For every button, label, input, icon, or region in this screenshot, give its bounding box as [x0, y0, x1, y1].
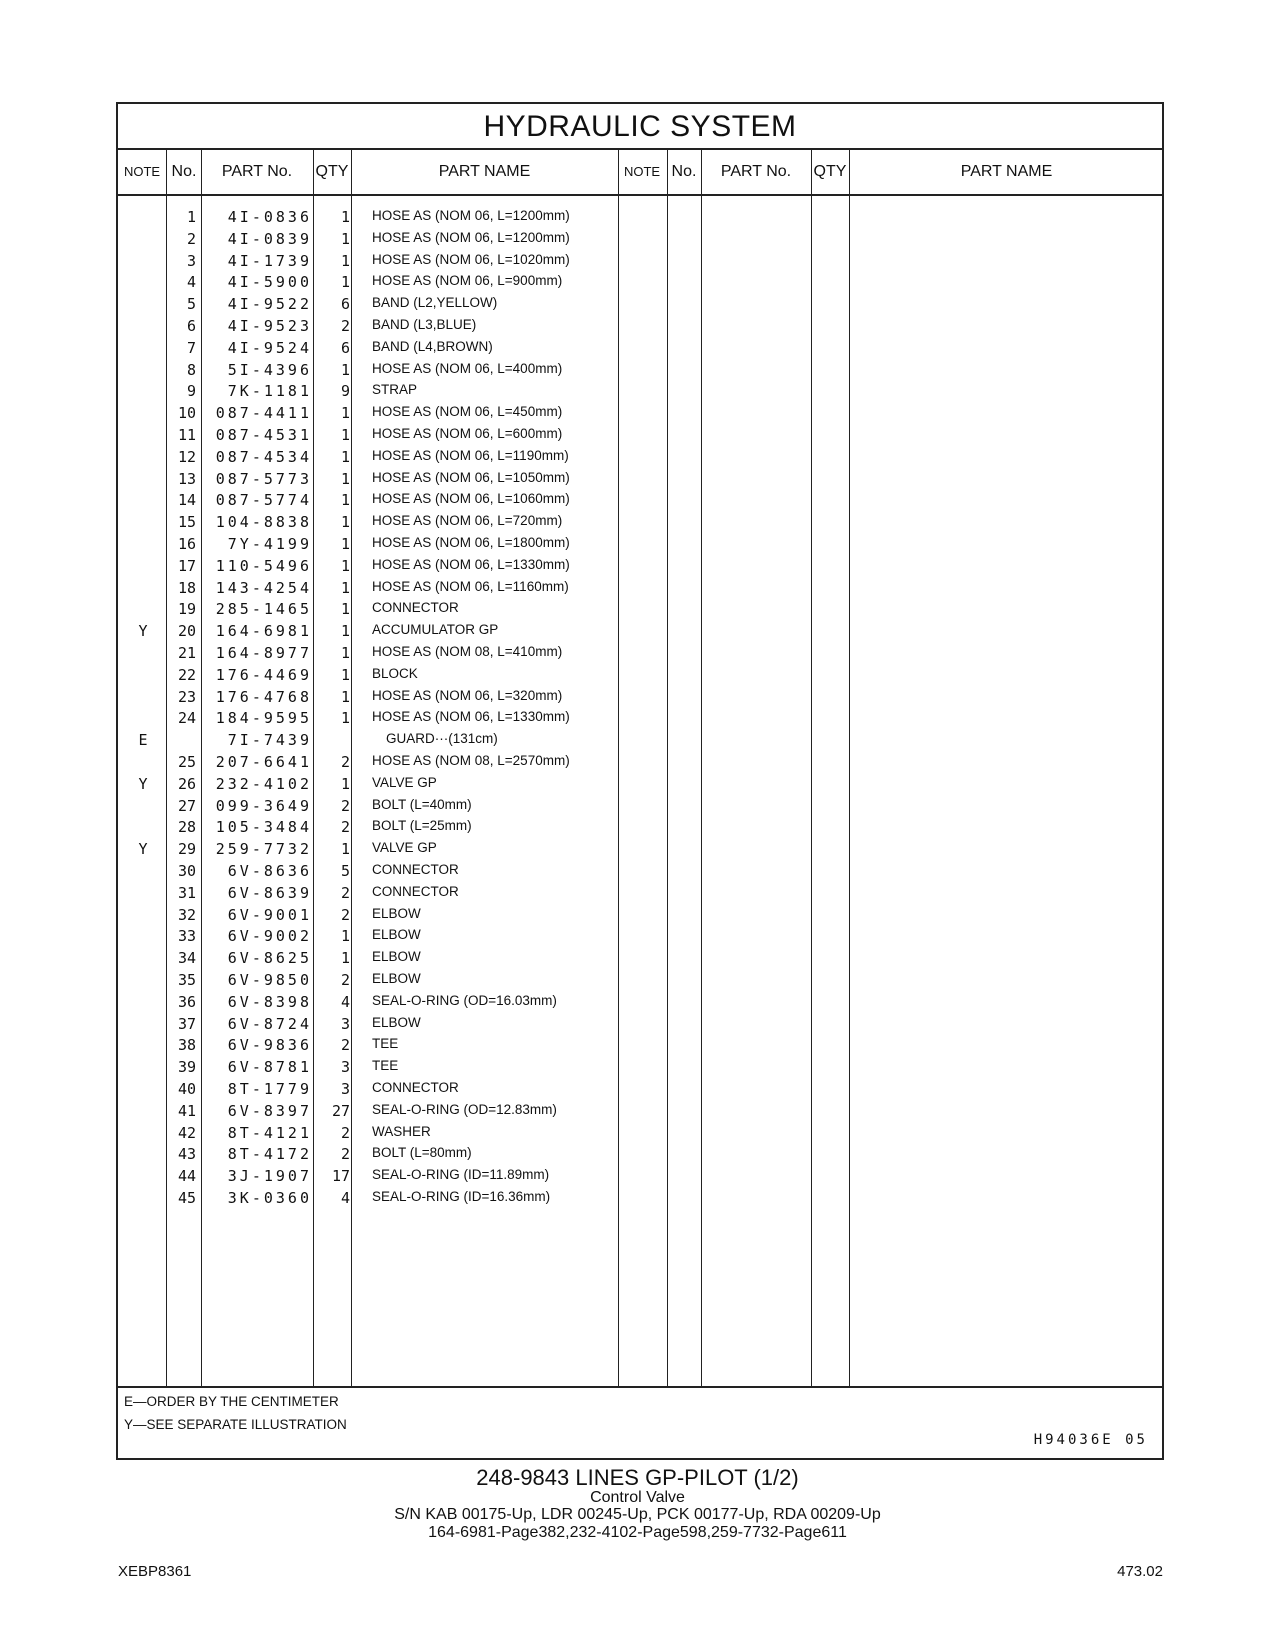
- row-number: 32: [177, 905, 196, 924]
- table-row: [118, 1080, 618, 1102]
- row-part-number: 164-6981: [215, 622, 312, 641]
- row-number: 30: [177, 862, 196, 880]
- row-part-name: HOSE AS (NOM 08, L=2570mm): [372, 753, 570, 768]
- row-quantity: 4: [340, 992, 350, 1011]
- row-part-name: HOSE AS (NOM 06, L=1190mm): [372, 447, 569, 463]
- table-row: [118, 884, 618, 906]
- row-part-name: HOSE AS (NOM 06, L=1020mm): [372, 251, 570, 267]
- row-part-number: 207-6641: [215, 753, 312, 771]
- row-quantity: 1: [340, 251, 350, 270]
- row-number: 20: [177, 622, 196, 641]
- caption-subtitle: Control Valve: [590, 1489, 685, 1506]
- row-quantity: 1: [340, 687, 350, 706]
- row-part-name: HOSE AS (NOM 08, L=410mm): [372, 644, 563, 659]
- legend-y: Y—SEE SEPARATE ILLUSTRATION: [124, 1417, 347, 1432]
- row-part-name: CONNECTOR: [372, 1080, 459, 1095]
- table-row: [118, 709, 618, 731]
- row-part-number: 8T-4172: [227, 1145, 312, 1164]
- row-part-number: 087-5774: [215, 491, 312, 510]
- row-number: 1: [186, 208, 196, 226]
- row-number: 38: [177, 1036, 196, 1055]
- table-row: [118, 579, 618, 601]
- row-quantity: 5: [340, 862, 350, 880]
- caption-serials: S/N KAB 00175-Up, LDR 00245-Up, PCK 00177-Up, RDA 00209-Up: [394, 1506, 881, 1523]
- row-part-name: BAND (L2,YELLOW): [372, 295, 498, 311]
- row-part-name: HOSE AS (NOM 06, L=1800mm): [372, 535, 570, 550]
- row-number: 12: [177, 447, 196, 466]
- table-row: [118, 753, 618, 775]
- row-quantity: 1: [340, 949, 350, 968]
- row-part-name: ELBOW: [372, 905, 421, 921]
- row-part-number: 4I-9524: [227, 338, 312, 357]
- table-row: [118, 1102, 618, 1124]
- row-part-number: 176-4469: [215, 665, 312, 684]
- table-row: [118, 382, 618, 404]
- row-quantity: 1: [340, 404, 350, 423]
- table-row: [118, 208, 618, 230]
- table-row: [118, 1015, 618, 1037]
- row-quantity: 1: [340, 578, 350, 597]
- table-row: [118, 1145, 618, 1167]
- row-quantity: 1: [340, 535, 350, 553]
- row-part-number: 143-4254: [215, 578, 312, 597]
- table-row: [118, 688, 618, 710]
- row-part-name: HOSE AS (NOM 06, L=900mm): [372, 273, 563, 289]
- row-number: 19: [177, 600, 196, 619]
- row-part-name: HOSE AS (NOM 06, L=450mm): [372, 404, 563, 420]
- row-number: 25: [177, 753, 196, 771]
- row-quantity: 1: [340, 622, 350, 641]
- table-row: [118, 513, 618, 535]
- row-part-number: 087-4534: [215, 447, 312, 466]
- table-row: [118, 1058, 618, 1080]
- row-part-name: SEAL-O-RING (ID=16.36mm): [372, 1189, 551, 1204]
- row-quantity: 2: [340, 1145, 350, 1164]
- row-part-number: 105-3484: [215, 818, 312, 837]
- table-row: [118, 230, 618, 252]
- table-row: [118, 775, 618, 797]
- row-number: 24: [177, 709, 196, 728]
- row-part-name: STRAP: [372, 382, 418, 398]
- row-part-number: 6V-8781: [227, 1058, 312, 1077]
- header-part-no: PART No.: [221, 163, 293, 180]
- row-number: 33: [177, 927, 196, 946]
- row-quantity: 2: [340, 1123, 350, 1142]
- row-note: Y: [138, 840, 148, 859]
- row-number: 37: [177, 1014, 196, 1033]
- table-row: [118, 949, 618, 971]
- row-part-number: 6V-9001: [227, 905, 312, 924]
- header-note: NOTE: [123, 164, 161, 179]
- row-part-number: 4I-1739: [227, 251, 312, 270]
- row-part-number: 6V-8625: [227, 949, 312, 968]
- row-number: 21: [177, 644, 196, 662]
- row-part-number: 087-5773: [215, 469, 312, 488]
- row-part-number: 4I-9523: [227, 317, 312, 335]
- row-quantity: 1: [340, 513, 350, 532]
- row-part-number: 176-4768: [215, 687, 312, 706]
- row-quantity: 1: [340, 426, 350, 444]
- row-number: 8: [186, 360, 196, 379]
- row-part-name: GUARD···(131cm): [386, 731, 498, 747]
- row-quantity: 1: [340, 360, 350, 379]
- row-part-name: HOSE AS (NOM 06, L=1060mm): [372, 491, 570, 507]
- row-number: 27: [177, 796, 196, 815]
- row-part-name: HOSE AS (NOM 06, L=600mm): [372, 426, 563, 441]
- row-part-number: 3K-0360: [227, 1189, 312, 1207]
- table-row: [118, 818, 618, 840]
- header-part-name-right: PART NAME: [960, 163, 1053, 180]
- row-part-number: 285-1465: [215, 600, 312, 619]
- row-quantity: 1: [340, 927, 350, 946]
- row-part-name: SEAL-O-RING (OD=16.03mm): [372, 992, 557, 1008]
- row-part-name: CONNECTOR: [372, 600, 459, 616]
- table-row: [118, 797, 618, 819]
- table-row: [118, 535, 618, 557]
- row-number: 45: [177, 1189, 196, 1207]
- row-quantity: 1: [340, 208, 350, 226]
- row-part-name: TEE: [372, 1036, 399, 1052]
- header-qty: QTY: [315, 163, 349, 180]
- row-quantity: 2: [340, 753, 350, 771]
- table-row: [118, 491, 618, 513]
- row-part-name: ELBOW: [372, 971, 421, 986]
- row-number: 41: [177, 1101, 196, 1120]
- table-row: [118, 1036, 618, 1058]
- row-part-name: BOLT (L=40mm): [372, 796, 472, 812]
- row-number: 4: [186, 273, 196, 292]
- row-part-name: HOSE AS (NOM 06, L=400mm): [372, 360, 563, 376]
- caption: [0, 1460, 1275, 1542]
- row-number: 17: [177, 556, 196, 575]
- header-no: No.: [171, 163, 197, 180]
- row-number: 14: [177, 491, 196, 510]
- row-part-name: ELBOW: [372, 927, 421, 943]
- row-part-name: BAND (L4,BROWN): [372, 338, 493, 354]
- table-row: [118, 252, 618, 274]
- row-quantity: 2: [340, 796, 350, 815]
- row-part-name: VALVE GP: [372, 774, 437, 790]
- row-part-number: 087-4531: [215, 426, 312, 444]
- row-part-name: HOSE AS (NOM 06, L=1050mm): [372, 469, 570, 485]
- row-number: 39: [177, 1058, 196, 1077]
- row-quantity: 1: [340, 556, 350, 575]
- table-row: [118, 731, 618, 753]
- row-quantity: 1: [340, 469, 350, 488]
- row-number: 44: [177, 1167, 196, 1186]
- table-row: [118, 361, 618, 383]
- table-row: [118, 1167, 618, 1189]
- row-part-number: 099-3649: [215, 796, 312, 815]
- row-number: 15: [177, 513, 196, 532]
- row-part-number: 8T-1779: [227, 1080, 312, 1098]
- row-part-name: CONNECTOR: [372, 862, 459, 877]
- row-number: 10: [177, 404, 196, 423]
- table-row: [118, 644, 618, 666]
- row-part-number: 6V-8397: [227, 1101, 312, 1120]
- row-part-name: TEE: [372, 1058, 399, 1074]
- row-quantity: 1: [340, 229, 350, 248]
- row-part-name: BOLT (L=80mm): [372, 1145, 472, 1161]
- row-number: 16: [177, 535, 196, 553]
- legend-e: E—ORDER BY THE CENTIMETER: [124, 1394, 339, 1409]
- row-part-name: HOSE AS (NOM 06, L=1200mm): [372, 229, 570, 245]
- row-part-number: 110-5496: [215, 556, 312, 575]
- row-part-number: 4I-9522: [227, 295, 312, 314]
- table-row: [118, 557, 618, 579]
- row-note: Y: [138, 622, 148, 641]
- table-row: [118, 906, 618, 928]
- row-number: 43: [177, 1145, 196, 1164]
- table-row: [118, 273, 618, 295]
- row-part-name: BLOCK: [372, 665, 418, 681]
- table-row: [118, 339, 618, 361]
- row-quantity: 2: [340, 883, 350, 902]
- table-row: [118, 317, 618, 339]
- row-number: 6: [186, 317, 196, 335]
- row-number: 18: [177, 578, 196, 597]
- row-part-number: 7K-1181: [227, 382, 312, 401]
- row-quantity: 2: [340, 1036, 350, 1055]
- row-part-number: 164-8977: [215, 644, 312, 662]
- row-part-number: 104-8838: [215, 513, 312, 532]
- row-part-name: HOSE AS (NOM 06, L=1330mm): [372, 556, 570, 572]
- row-part-name: HOSE AS (NOM 06, L=1160mm): [372, 578, 569, 594]
- table-row: [118, 971, 618, 993]
- table-row: [118, 295, 618, 317]
- row-quantity: 2: [340, 971, 350, 989]
- row-quantity: 2: [340, 317, 350, 335]
- row-part-name: ACCUMULATOR GP: [372, 622, 499, 638]
- row-part-number: 5I-4396: [227, 360, 312, 379]
- table-row: [118, 622, 618, 644]
- table-row: [118, 993, 618, 1015]
- row-part-name: HOSE AS (NOM 06, L=1330mm): [372, 709, 570, 725]
- row-part-number: 8T-4121: [227, 1123, 312, 1142]
- row-part-number: 6V-9850: [227, 971, 312, 989]
- row-quantity: 1: [340, 840, 350, 859]
- row-quantity: 9: [340, 382, 350, 401]
- row-part-number: 4I-0839: [227, 229, 312, 248]
- row-number: 31: [177, 883, 196, 902]
- page-number: 473.02: [1117, 1563, 1163, 1580]
- row-number: 5: [186, 295, 196, 314]
- row-part-number: 4I-5900: [227, 273, 312, 292]
- row-quantity: 1: [340, 665, 350, 684]
- table-row: [118, 448, 618, 470]
- row-number: 42: [177, 1123, 196, 1142]
- row-note: E: [138, 731, 148, 750]
- row-part-name: SEAL-O-RING (ID=11.89mm): [372, 1167, 550, 1183]
- header-no-right: No.: [671, 163, 697, 180]
- table-row: [118, 470, 618, 492]
- row-note: Y: [138, 774, 148, 793]
- row-number: 7: [186, 338, 196, 357]
- row-quantity: 2: [340, 818, 350, 837]
- row-part-number: 4I-0836: [227, 208, 312, 226]
- caption-title: 248-9843 LINES GP-PILOT (1/2): [476, 1465, 799, 1490]
- row-quantity: 1: [340, 273, 350, 292]
- row-number: 35: [177, 971, 196, 989]
- row-part-name: HOSE AS (NOM 06, L=720mm): [372, 513, 563, 529]
- row-number: 9: [186, 382, 196, 401]
- row-part-number: 087-4411: [215, 404, 312, 423]
- row-part-number: 6V-8636: [227, 862, 312, 880]
- row-number: 40: [177, 1080, 196, 1098]
- table-row: [118, 404, 618, 426]
- table-row: [118, 600, 618, 622]
- row-quantity: 1: [340, 774, 350, 793]
- table-footer: [118, 1386, 1162, 1458]
- row-part-number: 184-9595: [215, 709, 312, 728]
- row-part-number: 3J-1907: [227, 1167, 312, 1186]
- row-part-name: VALVE GP: [372, 840, 437, 856]
- row-quantity: 1: [340, 491, 350, 510]
- row-quantity: 3: [340, 1080, 350, 1098]
- row-quantity: 17: [331, 1167, 350, 1186]
- row-quantity: 6: [340, 295, 350, 314]
- row-part-number: 7Y-4199: [227, 535, 312, 553]
- illustration-code: H94036E 05: [1033, 1432, 1148, 1448]
- row-quantity: 3: [340, 1014, 350, 1033]
- row-number: 26: [177, 774, 196, 793]
- row-part-name: HOSE AS (NOM 06, L=1200mm): [372, 208, 570, 223]
- row-part-number: 6V-8639: [227, 883, 312, 902]
- row-number: 13: [177, 469, 196, 488]
- table-row: [118, 1189, 618, 1211]
- row-quantity: 1: [340, 447, 350, 466]
- table-row: [118, 927, 618, 949]
- header-part-no-right: PART No.: [720, 163, 792, 180]
- row-part-name: BAND (L3,BLUE): [372, 317, 477, 332]
- row-number: 36: [177, 992, 196, 1011]
- document-id: XEBP8361: [118, 1563, 192, 1580]
- table-row: [118, 426, 618, 448]
- row-part-name: BOLT (L=25mm): [372, 818, 472, 834]
- row-part-number: 6V-9002: [227, 927, 312, 946]
- row-part-number: 6V-9836: [227, 1036, 312, 1055]
- row-quantity: 1: [340, 600, 350, 619]
- table-row: [118, 862, 618, 884]
- row-part-name: SEAL-O-RING (OD=12.83mm): [372, 1101, 557, 1117]
- row-part-name: HOSE AS (NOM 06, L=320mm): [372, 687, 563, 703]
- row-part-number: 259-7732: [215, 840, 312, 859]
- row-part-name: ELBOW: [372, 949, 421, 965]
- row-number: 28: [177, 818, 196, 837]
- row-number: 22: [177, 665, 196, 684]
- row-quantity: 1: [340, 709, 350, 728]
- row-part-name: ELBOW: [372, 1014, 421, 1030]
- section-title: HYDRAULIC SYSTEM: [118, 104, 1162, 150]
- table-body: [118, 196, 1162, 1386]
- row-quantity: 4: [340, 1189, 350, 1207]
- row-part-number: 232-4102: [215, 774, 312, 793]
- row-number: 34: [177, 949, 196, 968]
- row-quantity: 27: [331, 1101, 350, 1120]
- caption-references: 164-6981-Page382,232-4102-Page598,259-7732-Page611: [428, 1524, 847, 1541]
- row-part-name: WASHER: [372, 1123, 431, 1139]
- header-part-name: PART NAME: [438, 163, 531, 180]
- row-part-number: 6V-8398: [227, 992, 312, 1011]
- table-row: [118, 840, 618, 862]
- row-number: 3: [186, 251, 196, 270]
- row-quantity: 2: [340, 905, 350, 924]
- row-quantity: 3: [340, 1058, 350, 1077]
- parts-table: [116, 102, 1164, 1460]
- header-qty-right: QTY: [813, 163, 847, 180]
- row-part-number: 6V-8724: [227, 1014, 312, 1033]
- row-part-number: 7I-7439: [227, 731, 312, 750]
- row-part-name: CONNECTOR: [372, 883, 459, 899]
- row-quantity: 1: [340, 644, 350, 662]
- table-row: [118, 1124, 618, 1146]
- row-number: 23: [177, 687, 196, 706]
- row-number: 29: [177, 840, 196, 859]
- table-row: [118, 666, 618, 688]
- row-quantity: 6: [340, 338, 350, 357]
- header-note-right: NOTE: [623, 164, 661, 179]
- table-header: [118, 150, 1162, 196]
- row-number: 2: [186, 229, 196, 248]
- row-number: 11: [177, 426, 196, 444]
